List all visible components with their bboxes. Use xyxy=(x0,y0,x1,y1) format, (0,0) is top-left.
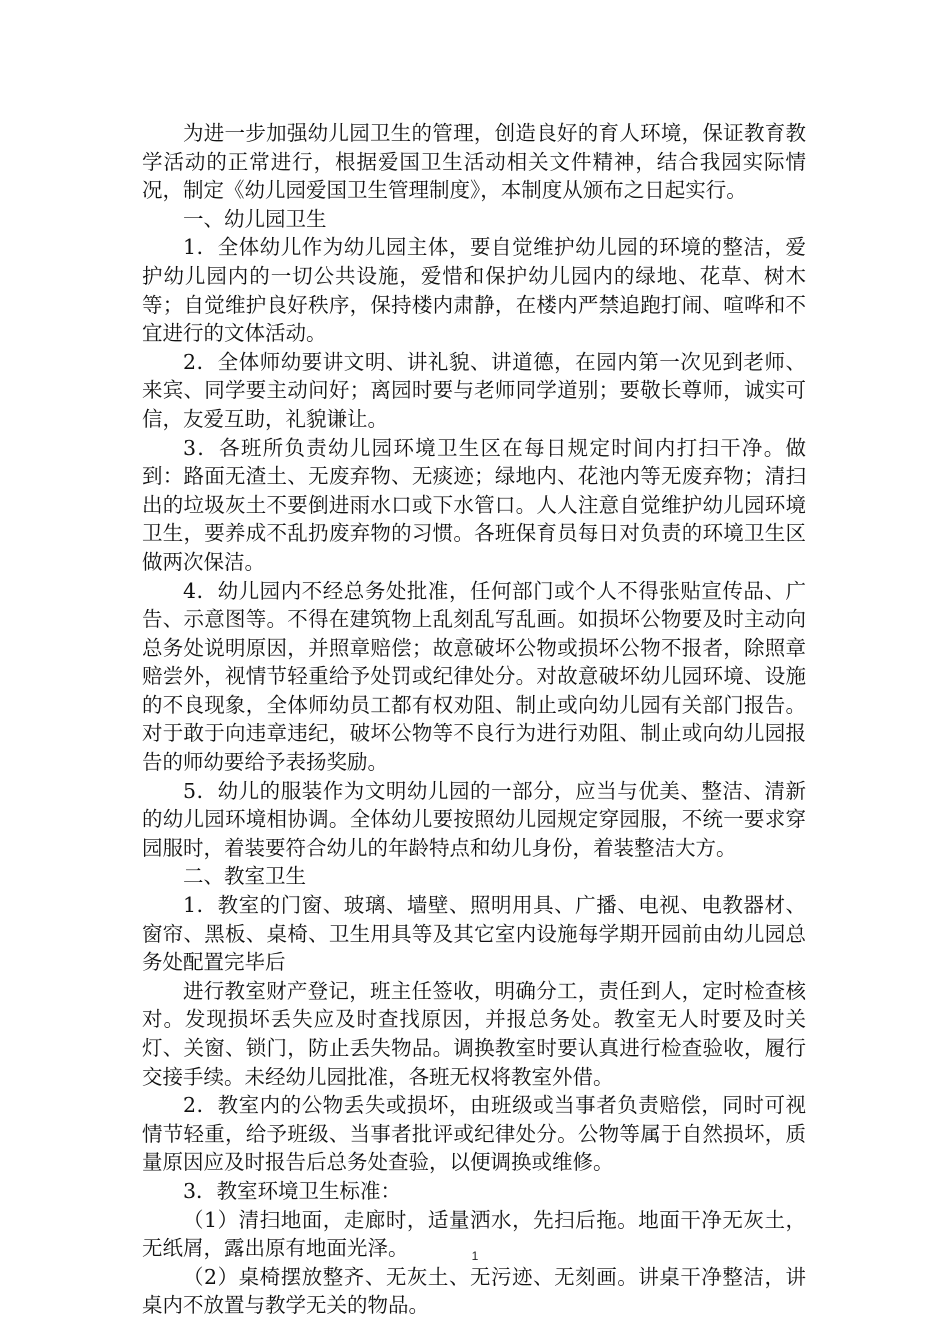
paragraph-item-5: 5．幼儿的服装作为文明幼儿园的一部分，应当与优美、整洁、清新的幼儿园环境相协调。全体幼儿要按照幼儿园规定穿园服，不统一要求穿园服时，着装要符合幼儿的年龄特点和幼儿身份，着装整洁大方。 xyxy=(142,778,806,860)
classroom-item-3: 3．教室环境卫生标准： xyxy=(183,1178,402,1203)
intro-paragraph: 为进一步加强幼儿园卫生的管理，创造良好的育人环境，保证教育教学活动的正常进行，根据爱国卫生活动相关文件精神，结合我园实际情况，制定《幼儿园爱国卫生管理制度》，本制度从颁布之日起实行。 xyxy=(142,121,806,203)
classroom-standard-2: （2）桌椅摆放整齐、无灰土、无污迹、无刻画。讲桌干净整洁，讲桌内不放置与教学无关的物品。 xyxy=(142,1264,806,1318)
paragraph-item-4: 4．幼儿园内不经总务处批准，任何部门或个人不得张贴宣传品、广告、示意图等。不得在建筑物上乱刻乱写乱画。如损坏公物要及时主动向总务处说明原因，并照章赔偿；故意破坏公物或损坏公物不报者，除照章赔尝外，视情节轻重给予处罚或纪律处分。对故意破坏幼儿园环境、设施的不良现象，全体师幼员工都有权劝阻、制止或向幼儿园有关部门报告。对于敢于向违章违纪，破坏公物等不良行为进行劝阻、制止或向幼儿园报告的师幼要给予表扬奖励。 xyxy=(142,578,806,775)
paragraph-item-3: 3．各班所负责幼儿园环境卫生区在每日规定时间内打扫干净。做到：路面无渣土、无废弃物、无痰迹；绿地内、花池内等无废弃物；清扫出的垃圾灰土不要倒进雨水口或下水管口。人人注意自觉维护幼儿园环境卫生，要养成不乱扔废弃物的习惯。各班保育员每日对负责的环境卫生区做两次保洁。 xyxy=(142,435,806,574)
classroom-item-1-continued: 进行教室财产登记，班主任签收，明确分工，责任到人，定时检查核对。发现损坏丢失应及时查找原因，并报总务处。教室无人时要及时关灯、关窗、锁门，防止丢失物品。调换教室时要认真进行检查验收，履行交接手续。未经幼儿园批准，各班无权将教室外借。 xyxy=(142,978,806,1089)
classroom-item-2: 2．教室内的公物丢失或损坏，由班级或当事者负责赔偿，同时可视情节轻重，给予班级、当事者批评或纪律处分。公物等属于自然损坏，质量原因应及时报告后总务处查验，以便调换或维修。 xyxy=(142,1093,806,1175)
classroom-item-1: 1．教室的门窗、玻璃、墙壁、照明用具、广播、电视、电教器材、窗帘、黑板、桌椅、卫生用具等及其它室内设施每学期开园前由幼儿园总务处配置完毕后 xyxy=(142,893,806,975)
document-body xyxy=(142,119,806,1320)
classroom-standard-1: （1）清扫地面，走廊时，适量洒水，先扫后拖。地面干净无灰土，无纸屑，露出原有地面光泽。 xyxy=(142,1207,806,1261)
page-number: 1 xyxy=(471,1249,479,1263)
paragraph-item-1: 1．全体幼儿作为幼儿园主体，要自觉维护幼儿园的环境的整洁，爱护幼儿园内的一切公共设施，爱惜和保护幼儿园内的绿地、花草、树木等；自觉维护良好秩序，保持楼内肃静，在楼内严禁追跑打闹、喧哗和不宜进行的文体活动。 xyxy=(142,235,806,346)
section-heading-classroom-hygiene: 二、教室卫生 xyxy=(183,864,306,889)
paragraph-item-2: 2．全体师幼要讲文明、讲礼貌、讲道德，在园内第一次见到老师、来宾、同学要主动问好；离园时要与老师同学道别；要敬长尊师，诚实可信，友爱互助，礼貌谦让。 xyxy=(142,349,806,431)
section-heading-kindergarten-hygiene: 一、幼儿园卫生 xyxy=(183,206,327,231)
